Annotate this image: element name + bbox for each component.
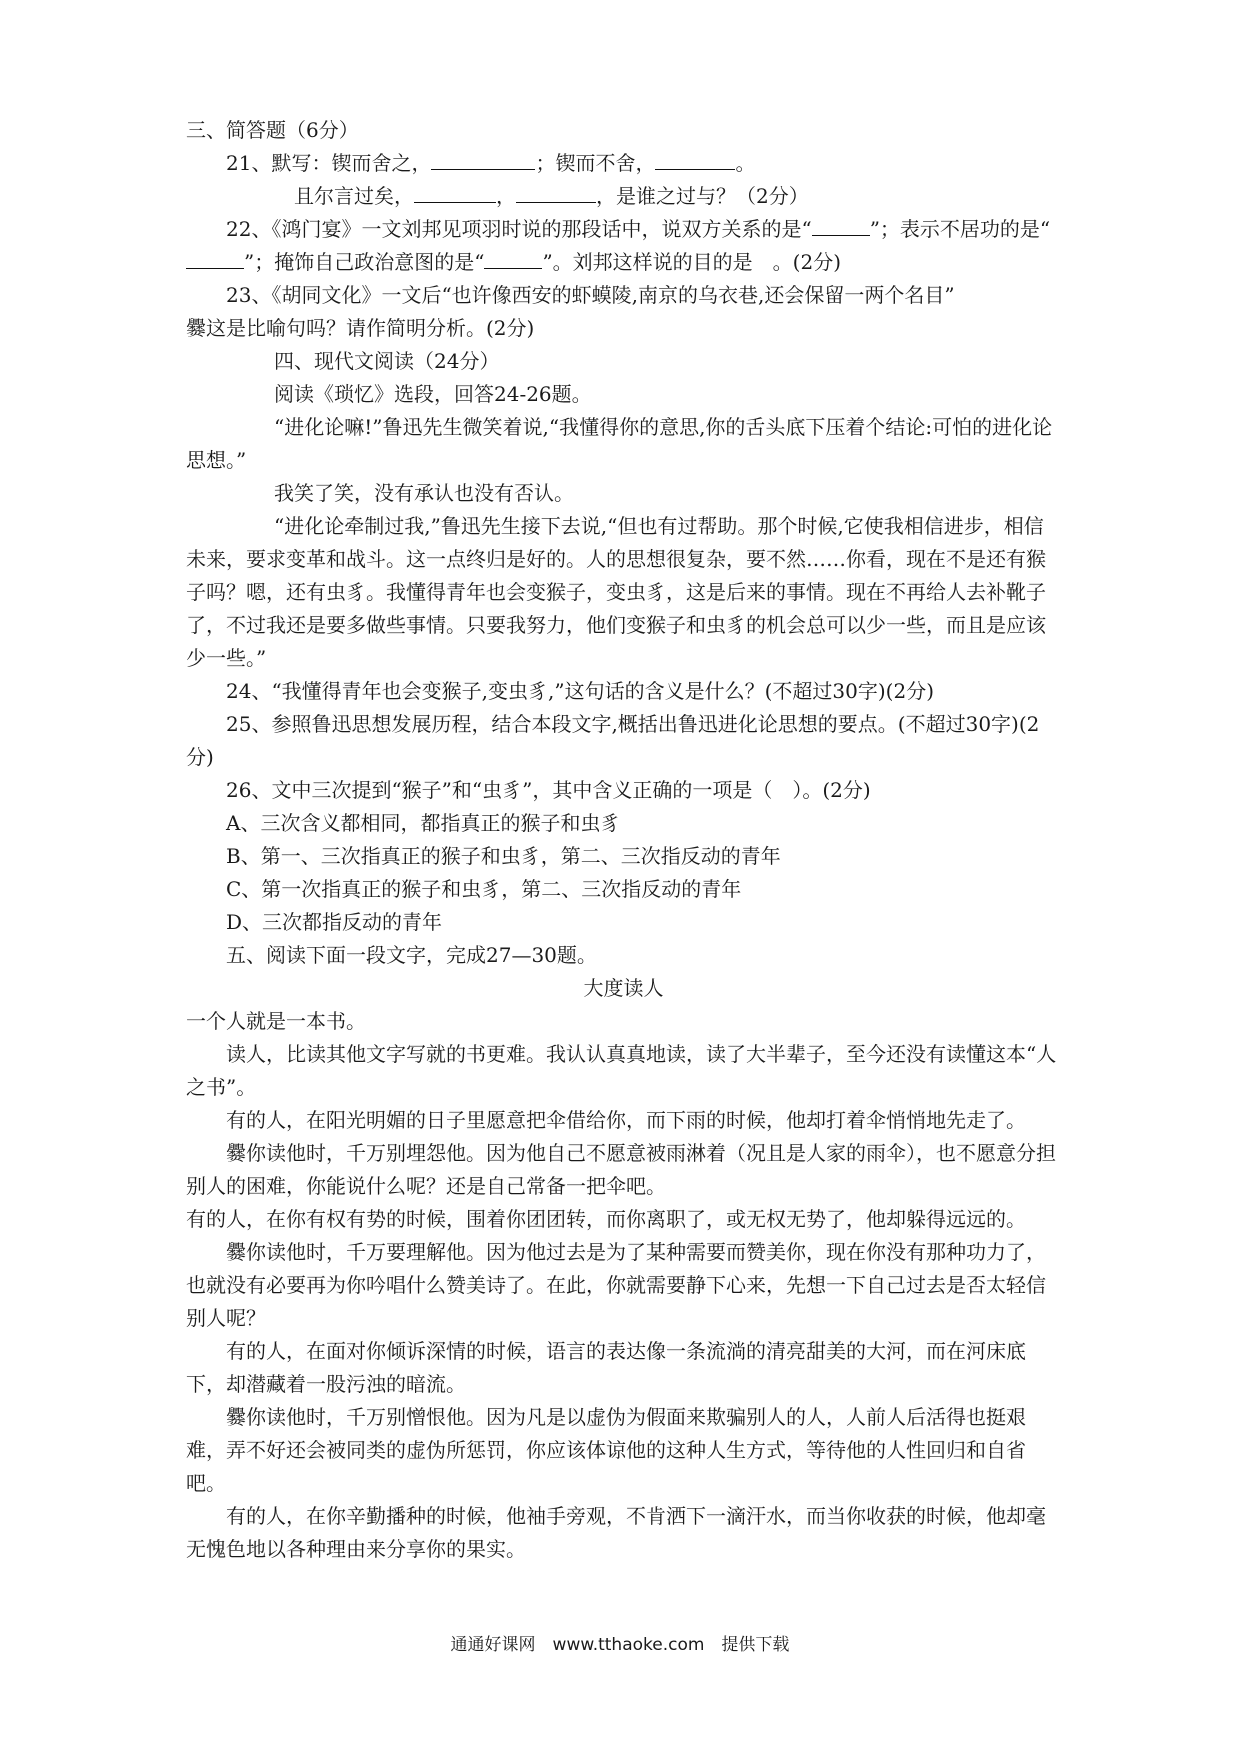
option-b: B、第一、三次指真正的猴子和虫豸，第二、三次指反动的青年 bbox=[226, 844, 781, 868]
section-3-title: 三、简答题（6分） bbox=[186, 118, 359, 142]
q22-text-e: ”。刘邦这样说的目的是 。(2分) bbox=[542, 250, 842, 274]
q21-text-e: ， bbox=[496, 184, 516, 208]
section-4-intro: 阅读《琐忆》选段，回答24-26题。 bbox=[274, 382, 592, 406]
page-content bbox=[186, 114, 1061, 1566]
passage-paragraph-2: 我笑了笑，没有承认也没有否认。 bbox=[274, 481, 574, 505]
option-d: D、三次都指反动的青年 bbox=[226, 910, 443, 934]
option-a: A、三次含义都相同，都指真正的猴子和虫豸 bbox=[226, 811, 621, 835]
page-footer: 通通好课网 www.tthaoke.com 提供下载 bbox=[450, 1635, 790, 1655]
q21-text-d: 且尔言过矣， bbox=[294, 184, 414, 208]
q22-text-b: ”；表示不居 bbox=[869, 217, 980, 241]
q21-text-c: 。 bbox=[735, 151, 756, 175]
answer-blank bbox=[186, 250, 244, 269]
question-21-line1 bbox=[186, 147, 1061, 180]
q22-text-d: ”；掩饰自己政治意图的是“ bbox=[244, 250, 485, 274]
essay-paragraph-6: 爨你读他时，千万要理解他。因为他过去是为了某种需要而赞美你，现在你没有那种功力了，也就没有必要再为你吟唱什么赞美诗了。在此，你就需要静下心来，先想一下自己过去是否太轻信别人呢？ bbox=[186, 1240, 1046, 1330]
essay-paragraph-4: 爨你读他时，千万别埋怨他。因为他自己不愿意被雨淋着（况且是人家的雨伞），也不愿意分担别人的困难，你能说什么呢？还是自己常备一把伞吧。 bbox=[186, 1141, 1056, 1198]
q21-text-a: 21、默写：锲而舍之， bbox=[226, 151, 432, 175]
essay-paragraph-8: 爨你读他时，千万别憎恨他。因为凡是以虚伪为假面来欺骗别人的人，人前人后活得也挺艰难，弄不好还会被同类的虚伪所惩罚，你应该体谅他的这种人生方式，等待他的人性回归和自省吧。 bbox=[186, 1405, 1026, 1495]
essay-paragraph-2: 读人，比读其他文字写就的书更难。我认认真真地读，读了大半辈子，至今还没有读懂这本“人之书”。 bbox=[186, 1042, 1057, 1099]
answer-blank bbox=[414, 184, 496, 203]
question-22 bbox=[186, 213, 1061, 279]
essay-paragraph-9: 有的人，在你辛勤播种的时候，他袖手旁观，不肯洒下一滴汗水，而当你收获的时候，他却毫无愧色地以各种理由来分享你的果实。 bbox=[186, 1504, 1046, 1561]
passage-paragraph-3: “进化论牵制过我,”鲁迅先生接下去说,“但也有过帮助。那个时候,它使我相信进步，相信未来，要求变革和战斗。这一点终归是好的。人的思想很复杂，要不然……你看，现在不是还有猴子吗？嗯，还有虫豸。我懂得青年也会变猴子，变虫豸，这是后来的事情。现在不再给人去补靴子了，不过我还是要多做些事情。只要我努力，他们变猴子和虫豸的机会总可以少一些，而且是应该少一些。” bbox=[186, 514, 1046, 670]
essay-paragraph-5: 有的人，在你有权有势的时候，围着你团团转，而你离职了，或无权无势了，他却躲得远远的。 bbox=[186, 1207, 1026, 1231]
question-21-line2 bbox=[186, 180, 1061, 213]
question-24: 24、“我懂得青年也会变猴子,变虫豸,”这句话的含义是什么？(不超过30字)(2分) bbox=[226, 679, 934, 703]
essay-title: 大度读人 bbox=[583, 976, 664, 1000]
essay-paragraph-1: 一个人就是一本书。 bbox=[186, 1009, 366, 1033]
essay-paragraph-3: 有的人，在阳光明媚的日子里愿意把伞借给你，而下雨的时候，他却打着伞悄悄地先走了。 bbox=[226, 1108, 1026, 1132]
question-26: 26、文中三次提到“猴子”和“虫豸”，其中含义正确的一项是（ ）。(2分) bbox=[226, 778, 871, 802]
question-23-line1: 23、《胡同文化》一文后“也许像西安的虾蟆陵,南京的乌衣巷,还会保留一两个名目” bbox=[226, 283, 955, 307]
answer-blank bbox=[431, 151, 535, 170]
question-25: 25、参照鲁迅思想发展历程，结合本段文字,概括出鲁迅进化论思想的要点。(不超过30字)(2分) bbox=[186, 712, 1040, 769]
q22-text-c: 功的是“ bbox=[979, 217, 1051, 241]
answer-blank bbox=[516, 184, 596, 203]
section-5-title: 五、阅读下面一段文字，完成27—30题。 bbox=[226, 943, 597, 967]
answer-blank bbox=[812, 217, 870, 236]
essay-paragraph-7: 有的人，在面对你倾诉深情的时候，语言的表达像一条流淌的清亮甜美的大河，而在河床底下，却潜藏着一股污浊的暗流。 bbox=[186, 1339, 1026, 1396]
option-c: C、第一次指真正的猴子和虫豸，第二、三次指反动的青年 bbox=[226, 877, 742, 901]
q21-text-b: ；锲而不舍， bbox=[535, 151, 656, 175]
q21-text-f: ，是谁之过与？（2分） bbox=[596, 184, 809, 208]
q22-text-a: 22、《鸿门宴》一文刘邦见项羽时说的那段话中，说双方关系的是“ bbox=[226, 217, 812, 241]
answer-blank bbox=[655, 151, 735, 170]
question-23-line2: 爨这是比喻句吗？请作简明分析。(2分) bbox=[186, 316, 535, 340]
passage-paragraph-1: “进化论嘛!”鲁迅先生微笑着说,“我懂得你的意思,你的舌头底下压着个结论:可怕的进化论思想。” bbox=[186, 415, 1053, 472]
answer-blank bbox=[484, 250, 542, 269]
section-4-title: 四、现代文阅读（24分） bbox=[274, 349, 500, 373]
